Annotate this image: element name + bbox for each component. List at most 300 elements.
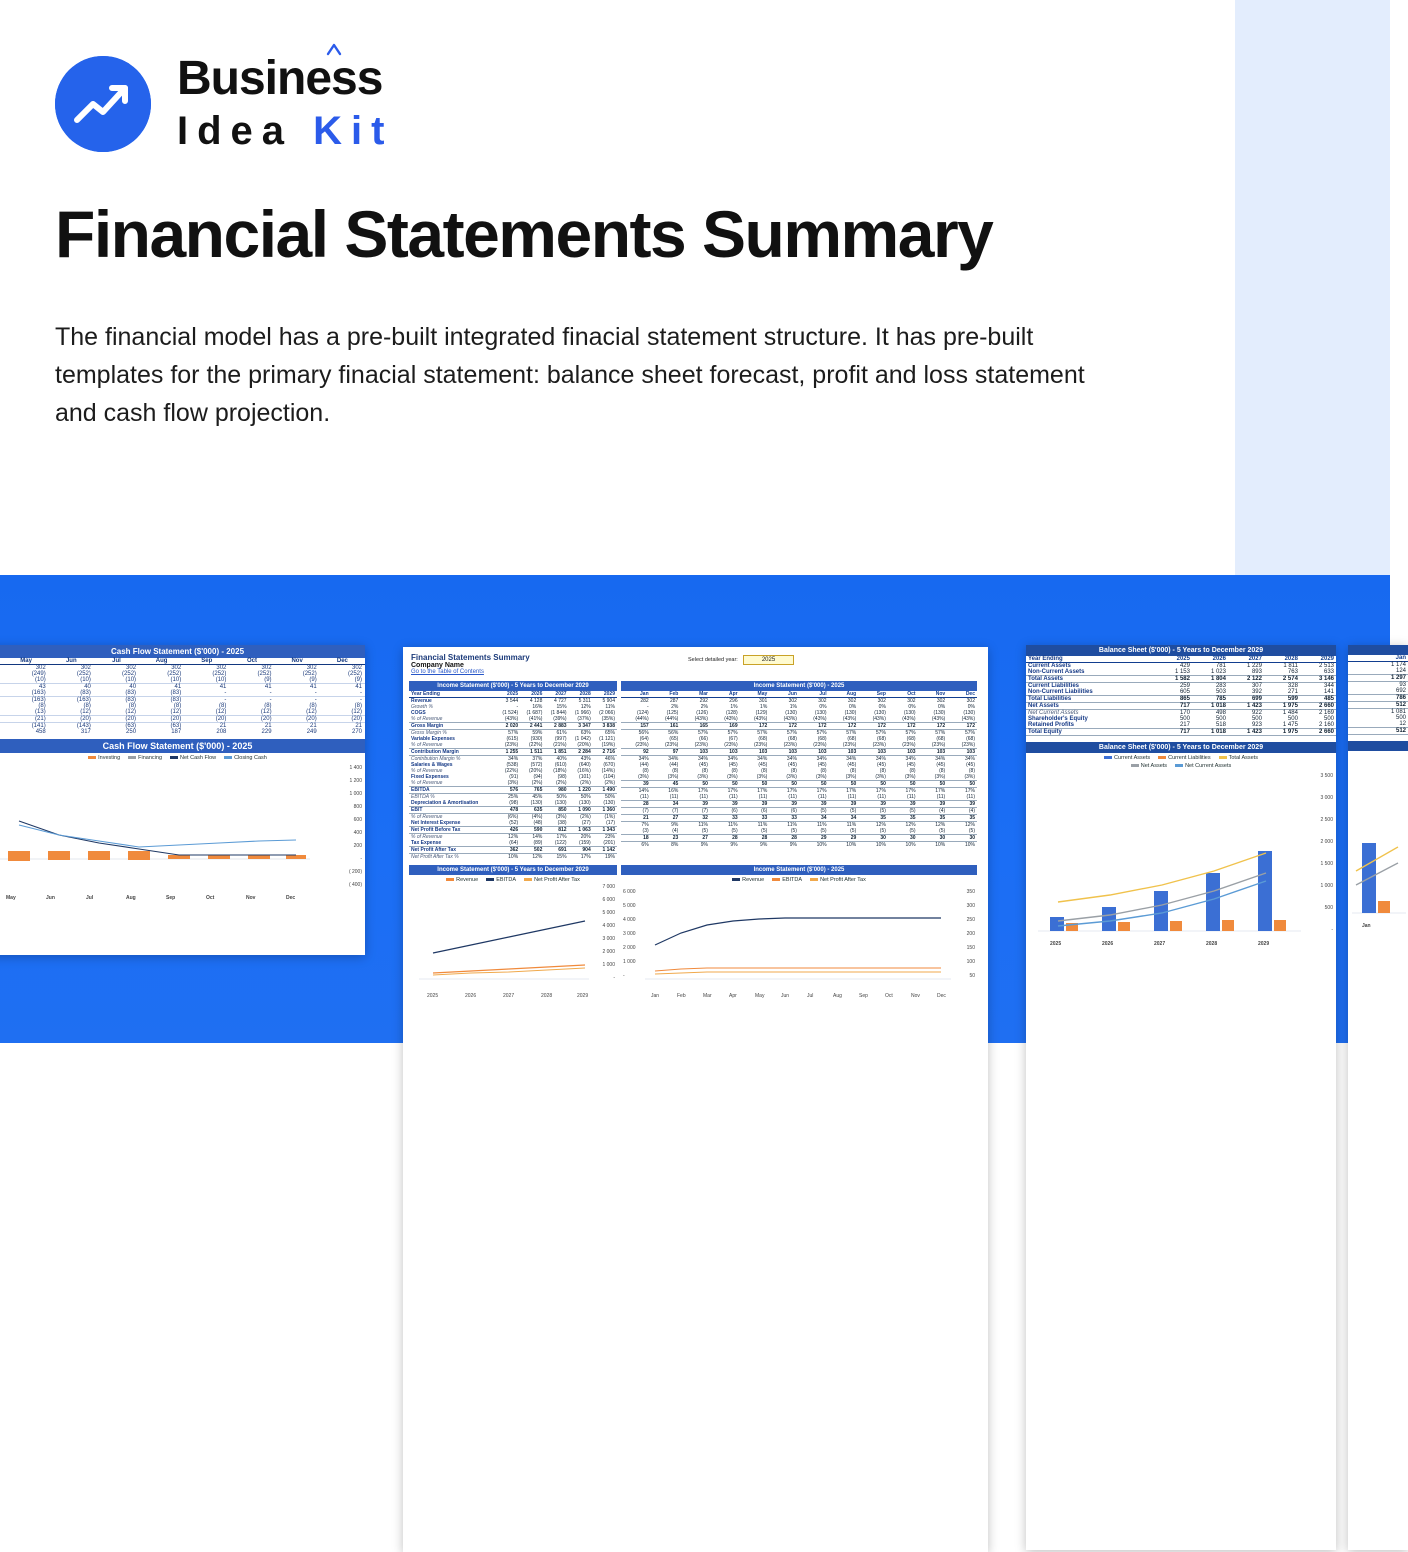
legend-label: Net Assets <box>1140 763 1168 769</box>
table-row: Fixed Expenses (91) (94) (98) (101) (104) <box>411 774 615 780</box>
table-row: 7% 9% 11% 11% 11% 11% 11% 11% 12% 12% 12% 12% <box>641 822 975 828</box>
cell: - <box>314 690 317 696</box>
col-header: Jan <box>1348 655 1408 662</box>
col-header: Aug <box>829 691 859 698</box>
row-label: Net Interest Expense <box>411 820 461 826</box>
cell: (13) <box>35 709 46 715</box>
cell: (10) <box>35 677 46 683</box>
cash-flow-chart <box>0 763 365 903</box>
y-tick: 500 <box>1324 905 1333 911</box>
cell: (252) <box>76 671 91 677</box>
row-label: Current Liabilities <box>1028 683 1080 689</box>
col-header: 2027 <box>544 691 568 698</box>
cell: 250 <box>126 729 137 735</box>
cell: 41 <box>310 684 317 690</box>
cell: (12) <box>125 709 137 715</box>
table-row: (44%) (44%) (43%) (43%) (43%) (43%) (43%) (43%) (43%) (43%) (43%) (43%) <box>635 716 975 722</box>
table-row <box>1026 669 1336 676</box>
cell: 2 160 <box>1318 722 1334 728</box>
bs-chart-legend <box>1026 753 1336 761</box>
cell: 302 <box>80 665 91 671</box>
cell: 392 <box>1251 689 1262 695</box>
brand-line-2 <box>177 109 394 153</box>
table-row <box>1026 722 1336 729</box>
col-header: Dec <box>320 658 365 665</box>
table-row: 18 23 27 28 28 28 29 29 30 30 30 30 <box>621 835 977 842</box>
y-tick: 1 000 <box>602 962 615 968</box>
y-tick: 4 000 <box>602 923 615 929</box>
x-tick: 2027 <box>1154 941 1166 947</box>
cell: (8) <box>83 703 91 709</box>
legend-label: Current Assets <box>1114 755 1151 761</box>
col-header: 2027 <box>1228 656 1264 663</box>
cell: (249) <box>31 671 46 677</box>
bs-detail-chart <box>1348 751 1408 931</box>
table-row: Variable Expenses (615) (930) (997) (1 042) (1 121) <box>411 736 615 742</box>
y2-tick: 250 <box>966 917 975 923</box>
table-row: % of Revenue (6%) (4%) (3%) (2%) (1%) <box>411 814 615 820</box>
table-row: COGS (1 524) (1 687) (1 844) (1 966) (2 066) <box>411 710 615 716</box>
cell: 1 582 <box>1156 676 1192 683</box>
cell: 458 <box>35 729 46 735</box>
cell: (83) <box>170 697 182 703</box>
screenshot-balance-sheet-detail[interactable] <box>1348 645 1408 1550</box>
table-row: Contribution Margin % 34% 37% 40% 43% 46% <box>411 756 615 762</box>
cell: 1 423 <box>1228 703 1264 710</box>
table-row <box>1348 675 1408 682</box>
cell: 302 <box>216 665 227 671</box>
cell: 1 081 <box>1390 709 1406 715</box>
row-label: Net Profit After Tax % <box>411 854 459 860</box>
cell: 1 475 <box>1282 722 1298 728</box>
col-header: Sep <box>858 691 888 698</box>
cell: 41 <box>219 684 227 690</box>
table-row: (3%) (3%) (3%) (3%) (3%) (3%) (3%) (3%) (3%) (3%) (3%) (3%) <box>638 774 975 780</box>
cell: 1 153 <box>1174 669 1190 675</box>
table-row: % of Revenue 12% 14% 17% 20% 23% <box>411 834 615 840</box>
y-tick: 7 000 <box>602 884 615 890</box>
cell: 498 <box>1215 710 1226 716</box>
table-row: (64) (65) (66) (67) (68) (68) (68) (68) (68) (68) (68) (68) <box>639 736 975 742</box>
cell: 302 <box>261 665 272 671</box>
col-header: May <box>740 691 770 698</box>
cell: 893 <box>1251 669 1262 675</box>
table-row: 56% 56% 57% 57% 57% 57% 57% 57% 57% 57% 57% 57% <box>638 730 975 736</box>
row-label: Net Profit Before Tax <box>409 827 496 834</box>
bs-chart-legend-2 <box>1026 761 1336 769</box>
bs-table <box>1026 656 1336 736</box>
y-tick: 3 000 <box>602 936 615 942</box>
cell: 2 513 <box>1318 663 1334 669</box>
table-row <box>1348 695 1408 702</box>
cell: 141 <box>1323 689 1334 695</box>
brand-kit-text: Kit <box>313 109 394 153</box>
table-row: EBITDA 576 765 980 1 220 1 490 <box>411 787 615 793</box>
screenshot-balance-sheet[interactable] <box>1026 645 1336 1550</box>
cell: (9) <box>309 677 317 683</box>
row-label: Non-Current Liabilities <box>1028 689 1093 695</box>
col-header: 2028 <box>1264 656 1300 663</box>
cell: 328 <box>1287 683 1298 689</box>
y-tick: 6 000 <box>602 897 615 903</box>
col-header: 2025 <box>496 691 520 698</box>
brand-idea-text: Idea <box>177 109 294 153</box>
y-tick: 800 <box>353 804 362 810</box>
accent-caret-icon <box>327 43 341 57</box>
row-label: Net Profit After Tax <box>409 847 496 854</box>
cell: 208 <box>216 729 227 735</box>
cell: (12) <box>170 709 182 715</box>
row-label: Retained Profits <box>1028 722 1075 728</box>
y2-tick: 200 <box>966 931 975 937</box>
col-header: Oct <box>888 691 918 698</box>
cell: - <box>269 697 272 703</box>
cell: 1 023 <box>1210 669 1226 675</box>
cell: - <box>360 697 362 703</box>
cell: (252) <box>347 671 362 677</box>
legend-item <box>128 755 162 761</box>
cell: (20) <box>306 716 317 722</box>
cell: 12 <box>1399 721 1406 727</box>
screenshot-summary-sheet[interactable] <box>403 647 988 1552</box>
cell: 500 <box>1251 716 1262 722</box>
is-year-title: Income Statement ($'000) - 2025 <box>621 681 977 691</box>
x-tick: Jan <box>651 993 660 999</box>
cell: 512 <box>1348 728 1408 735</box>
row-label: Tax Expense <box>411 840 442 846</box>
y-tick: ( 200) <box>348 869 362 875</box>
cell: (9) <box>264 677 272 683</box>
year-select[interactable]: 2025 <box>743 655 794 665</box>
cell: (8) <box>128 703 137 709</box>
cell: (252) <box>257 671 272 677</box>
row-label: Net Current Assets <box>1028 710 1079 716</box>
legend-item <box>88 755 120 761</box>
y-tick: 1 000 <box>349 791 362 797</box>
col-header: Sep <box>184 658 229 665</box>
cell: (252) <box>302 671 317 677</box>
cell: (9) <box>354 677 362 683</box>
cell: 500 <box>1215 716 1226 722</box>
table-row: % of Revenue (3%) (2%) (2%) (2%) (2%) <box>411 780 615 786</box>
cell: (10) <box>125 677 137 683</box>
y2-tick: 300 <box>966 903 975 909</box>
legend-item <box>224 755 267 761</box>
cell: 302 <box>171 665 182 671</box>
cell: 500 <box>1323 716 1334 722</box>
table-row <box>1026 689 1336 696</box>
col-header: Jul <box>799 691 829 698</box>
cell: 259 <box>1179 683 1190 689</box>
legend-label: Revenue <box>742 877 765 883</box>
is-year-chart-title: Income Statement ($'000) - 2025 <box>621 865 977 875</box>
cell: (8) <box>173 703 182 709</box>
x-tick: Oct <box>206 895 215 901</box>
cell: (8) <box>219 703 227 709</box>
cash-flow-table <box>0 658 365 735</box>
cell: 43 <box>39 684 46 690</box>
x-tick: Sep <box>166 895 176 901</box>
x-tick: 2028 <box>541 993 553 999</box>
x-tick: Apr <box>729 993 737 999</box>
table-row: Gross Margin 2 020 2 441 2 883 3 347 3 838 <box>411 723 615 729</box>
cell: (252) <box>167 671 182 677</box>
col-header: 2026 <box>1192 656 1228 663</box>
row-label: Total Liabilities <box>1026 696 1156 703</box>
y-tick: 4 000 <box>623 917 636 923</box>
cell: 271 <box>1287 689 1298 695</box>
table-row: Contribution Margin 1 255 1 511 1 851 2 284 2 716 <box>411 749 615 755</box>
x-tick: Dec <box>286 895 296 901</box>
legend-label: Total Assets <box>1228 755 1258 761</box>
cell: 485 <box>1300 696 1336 703</box>
legend-label: Revenue <box>456 877 479 883</box>
y-tick: 1 400 <box>349 765 362 771</box>
x-tick: 2026 <box>465 993 477 999</box>
table-row: Net Interest Expense (52) (48) (38) (27) (17) <box>411 820 615 826</box>
table-row: (23%) (23%) (23%) (23%) (23%) (23%) (23%) (23%) (23%) (23%) (23%) (23%) <box>635 742 975 748</box>
cell: (21) <box>35 716 46 722</box>
y-tick: 6 000 <box>623 889 636 895</box>
cell: (10) <box>170 677 182 683</box>
row-label: Year Ending <box>1026 656 1156 663</box>
y2-tick: 350 <box>966 889 975 895</box>
cell: (163) <box>76 697 91 703</box>
table-row: Net Profit Before Tax 426 590 812 1 063 1 343 <box>411 827 615 833</box>
row-label: EBITDA % <box>411 794 435 800</box>
y-tick: 2 000 <box>623 945 636 951</box>
cell: 249 <box>306 729 317 735</box>
table-row: (124) (125) (126) (128) (129) (130) (130) (130) (130) (130) (130) (130) <box>636 710 975 716</box>
cell: 429 <box>1179 663 1190 669</box>
cell: (8) <box>38 703 46 709</box>
summary-company: Company Name <box>411 662 464 669</box>
cash-flow-chart-legend <box>0 753 365 761</box>
cell: 1 297 <box>1348 675 1408 682</box>
table-row <box>0 716 365 723</box>
cell: (20) <box>215 716 227 722</box>
table-row: Tax Expense (64) (89) (122) (159) (201) <box>411 840 615 846</box>
is-5y-chart-title: Income Statement ($'000) - 5 Years to December 2029 <box>409 865 617 875</box>
legend-label: Net Profit After Tax <box>534 877 580 883</box>
col-header: Jan <box>621 691 651 698</box>
cell: 21 <box>219 723 227 729</box>
y-tick: 2 000 <box>602 949 615 955</box>
row-label: Current Assets <box>1028 663 1071 669</box>
cell: 302 <box>351 665 362 671</box>
col-header: Nov <box>918 691 948 698</box>
y-tick: 1 500 <box>1320 861 1333 867</box>
cell: 21 <box>355 723 362 729</box>
cell: 518 <box>1215 722 1226 728</box>
x-tick: Oct <box>885 993 893 999</box>
row-label: Growth % <box>411 704 433 710</box>
table-row: Revenue 3 544 4 128 4 727 5 311 5 904 <box>411 698 615 704</box>
cell: 633 <box>1323 669 1334 675</box>
cell: (83) <box>80 690 91 696</box>
cell: 2 574 <box>1264 676 1300 683</box>
cell: (20) <box>80 716 91 722</box>
cell: 170 <box>1179 710 1190 716</box>
x-tick: 2029 <box>577 993 589 999</box>
table-row: % of Revenue (43%) (41%) (39%) (37%) (35%) <box>411 716 615 722</box>
row-label: Year Ending <box>409 691 496 698</box>
row-label: EBIT <box>409 807 496 814</box>
cell: 317 <box>80 729 91 735</box>
page-title: Financial Statements Summary <box>55 197 993 271</box>
accent-band <box>1235 0 1390 575</box>
row-label: % of Revenue <box>411 834 443 840</box>
x-tick: Dec <box>937 993 946 999</box>
cell: 229 <box>261 729 272 735</box>
x-tick: Aug <box>126 895 136 901</box>
table-row: 14% 16% 17% 17% 17% 17% 17% 17% 17% 17% 17% 17% <box>638 788 975 794</box>
col-header: 2028 <box>569 691 593 698</box>
y-tick: 200 <box>353 843 362 849</box>
x-tick: Jul <box>807 993 814 999</box>
bs-chart <box>1026 769 1336 949</box>
brand-line-1 <box>177 52 394 105</box>
cell: 344 <box>1323 683 1334 689</box>
cell: 785 <box>1192 696 1228 703</box>
cell: (252) <box>122 671 137 677</box>
table-row: EBIT 478 635 850 1 090 1 360 <box>411 807 615 813</box>
row-label: EBITDA <box>409 787 496 794</box>
cell: (12) <box>80 709 91 715</box>
cell: 41 <box>355 684 362 690</box>
table-row: (8) (8) (8) (8) (8) (8) (8) (8) (8) (8) (8) (8) <box>642 768 975 774</box>
col-header: 2029 <box>593 691 617 698</box>
is-year-chart <box>621 883 977 1001</box>
cell: 1 174 <box>1390 662 1406 668</box>
col-header: Apr <box>710 691 740 698</box>
cell: 302 <box>306 665 317 671</box>
legend-item <box>1158 755 1211 761</box>
cell: 217 <box>1179 722 1190 728</box>
y-tick: 1 200 <box>349 778 362 784</box>
x-tick: 2028 <box>1206 941 1218 947</box>
table-row <box>1026 703 1336 710</box>
row-label: Shareholder's Equity <box>1028 716 1088 722</box>
table-row: Net Profit After Tax 362 502 691 904 1 142 <box>411 847 615 853</box>
row-label: Revenue <box>411 698 432 704</box>
table-row: (3) (4) (5) (5) (5) (5) (5) (5) (5) (5) (5) (5) <box>642 828 975 834</box>
col-header: Jun <box>49 658 94 665</box>
cell: 1 811 <box>1283 663 1298 669</box>
cell: 3 146 <box>1300 676 1336 683</box>
cell: (10) <box>80 677 91 683</box>
bs-chart-title: Balance Sheet ($'000) - 5 Years to December 2029 <box>1026 742 1336 753</box>
cell: - <box>224 690 227 696</box>
cell: (8) <box>264 703 272 709</box>
table-row <box>1348 702 1408 709</box>
x-tick: Mar <box>703 993 712 999</box>
x-tick: May <box>755 993 765 999</box>
cell: (20) <box>260 716 272 722</box>
cell: (63) <box>170 723 182 729</box>
cell: 1 018 <box>1192 703 1228 710</box>
cell: (8) <box>354 703 362 709</box>
brand-line-1-text: Business <box>177 52 383 105</box>
cell: 500 <box>1179 716 1190 722</box>
cash-flow-chart-title: Cash Flow Statement ($'000) - 2025 <box>0 739 365 753</box>
cell: 2 122 <box>1228 676 1264 683</box>
table-row <box>1026 696 1336 703</box>
hero-section <box>0 0 1390 575</box>
table-row: (7) (7) (7) (6) (6) (6) (5) (5) (5) (5) (4) (4) <box>642 808 975 814</box>
y2-tick: 150 <box>966 945 975 951</box>
table-row: Gross Margin % 57% 59% 61% 63% 65% <box>411 730 615 736</box>
cell: (252) <box>212 671 227 677</box>
table-row <box>1026 729 1336 736</box>
cell: (8) <box>309 703 317 709</box>
row-label: COGS <box>411 710 426 716</box>
row-label: Total Equity <box>1026 729 1156 736</box>
cell: (10) <box>215 677 227 683</box>
cell: (83) <box>125 690 137 696</box>
cell: 781 <box>1215 663 1226 669</box>
legend-label: Financing <box>138 755 163 761</box>
cell: 21 <box>264 723 272 729</box>
cell: - <box>269 690 272 696</box>
cell: 1 975 <box>1264 703 1300 710</box>
row-label: Non-Current Assets <box>1028 669 1085 675</box>
row-label: Gross Margin % <box>411 730 447 736</box>
cell: 2 660 <box>1300 729 1336 736</box>
table-row: EBITDA % 25% 45% 50% 50% 50% <box>411 794 615 800</box>
y2-tick: 50 <box>969 973 975 979</box>
row-label: % of Revenue <box>411 742 443 748</box>
table-row: 34% 34% 34% 34% 34% 34% 34% 34% 34% 34% 34% 34% <box>638 756 975 762</box>
cell: - <box>224 697 227 703</box>
cell: (20) <box>351 716 362 722</box>
table-row: 6% 8% 9% 9% 9% 9% 10% 10% 10% 10% 10% 10% <box>641 842 975 848</box>
summary-title: Financial Statements Summary <box>411 653 530 662</box>
x-tick: Sep <box>859 993 868 999</box>
cell: 717 <box>1156 729 1192 736</box>
is-5y-table <box>409 691 617 860</box>
x-tick: 2027 <box>503 993 515 999</box>
y-tick: 3 000 <box>623 931 636 937</box>
table-row: Salaries & Wages (538) (572) (610) (640) (670) <box>411 762 615 768</box>
screenshot-cash-flow[interactable] <box>0 645 365 955</box>
x-tick: Aug <box>833 993 842 999</box>
legend-label: Net Current Assets <box>1185 763 1232 769</box>
table-row: (11) (11) (11) (11) (11) (11) (11) (11) (11) (11) (11) (11) <box>640 794 975 800</box>
table-row <box>1026 676 1336 683</box>
cell: (163) <box>31 697 46 703</box>
row-label: Variable Expenses <box>411 736 455 742</box>
x-tick: Jul <box>86 895 94 901</box>
cell: 865 <box>1156 696 1192 703</box>
table-row: 157 161 165 169 172 172 172 172 172 172 172 172 <box>621 723 977 730</box>
col-header: Jul <box>94 658 139 665</box>
legend-label: Net Profit After Tax <box>820 877 866 883</box>
table-row: 28 34 39 39 39 39 39 39 39 39 39 39 <box>621 801 977 808</box>
cell: 2 660 <box>1300 703 1336 710</box>
row-label: Total Assets <box>1026 676 1156 683</box>
toc-link[interactable]: Go to the Table of Contents <box>411 669 484 675</box>
cell: (83) <box>170 690 182 696</box>
bs-table-title: Balance Sheet ($'000) - 5 Years to December 2029 <box>1026 645 1336 656</box>
cash-flow-plot <box>0 763 325 903</box>
showcase-section <box>0 575 1406 1043</box>
cell: 270 <box>351 729 362 735</box>
cell: 763 <box>1287 669 1298 675</box>
cell: 922 <box>1251 710 1262 716</box>
page-description: The financial model has a pre-built integrated finacial statement structure. It has pre-built templates for the primary finacial statement: balance sheet forecast, profit and loss statement and cash flow projection. <box>55 323 1085 427</box>
row-label: Contribution Margin <box>409 749 496 756</box>
